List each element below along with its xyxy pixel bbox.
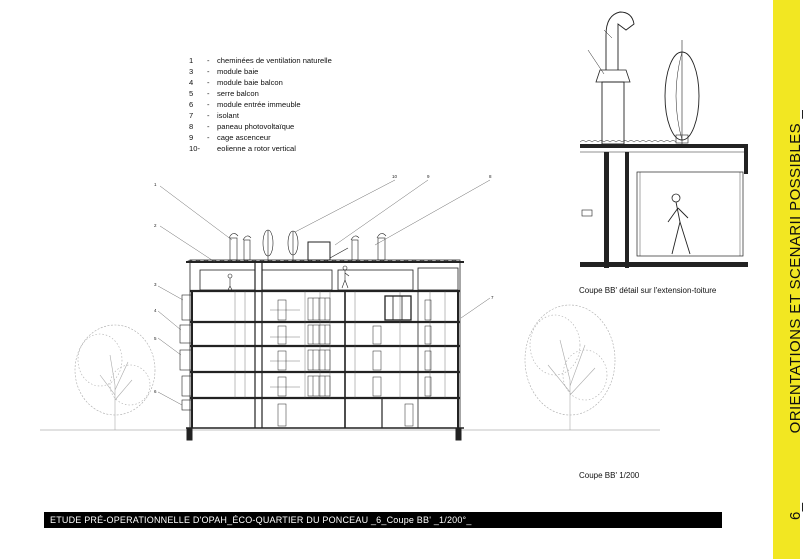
callout-3: 3: [154, 282, 157, 287]
callout-5: 5: [154, 336, 157, 341]
building-section: [180, 230, 464, 440]
legend-item: 1 - cheminées de ventilation naturelle: [189, 56, 332, 65]
callout-9: 9: [427, 174, 430, 179]
callout-7: 7: [491, 295, 494, 300]
legend-item: 10- eolienne a rotor vertical: [189, 144, 296, 153]
callout-4: 4: [154, 308, 157, 313]
legend-item: 8 - paneau photovoltaïque: [189, 122, 295, 131]
legend-item: 3 - module baie: [189, 67, 259, 76]
section-caption: Coupe BB' 1/200: [579, 471, 640, 480]
legend-item: 4 - module baie balcon: [189, 78, 283, 87]
callout-numbers: [154, 174, 494, 394]
footer-title-bar: ETUDE PRÉ-OPERATIONNELLE D'OPAH_ÉCO-QUARTIER DU PONCEAU _6_Coupe BB' _1/200°_: [44, 512, 722, 528]
tree-left-icon: [75, 325, 155, 430]
side-heading: ORIENTATIONS ET SCENARII POSSIBLES _: [787, 109, 804, 434]
detail-caption: Coupe BB' détail sur l'extension-toiture: [579, 286, 717, 295]
callout-10: 10: [392, 174, 398, 179]
side-title: [787, 110, 804, 520]
tree-right-icon: [525, 305, 615, 430]
legend-item: 6 - module entrée immeuble: [189, 100, 301, 109]
side-number: 6_: [787, 502, 804, 520]
callout-2: 2: [154, 223, 157, 228]
callout-6: 6: [154, 389, 157, 394]
callout-1: 1: [154, 182, 157, 187]
legend-item: 9 - cage ascenceur: [189, 133, 271, 142]
detail-section: [580, 12, 748, 268]
legend-item: 5 - serre balcon: [189, 89, 259, 98]
callout-8: 8: [489, 174, 492, 179]
legend-item: 7 - isolant: [189, 111, 239, 120]
